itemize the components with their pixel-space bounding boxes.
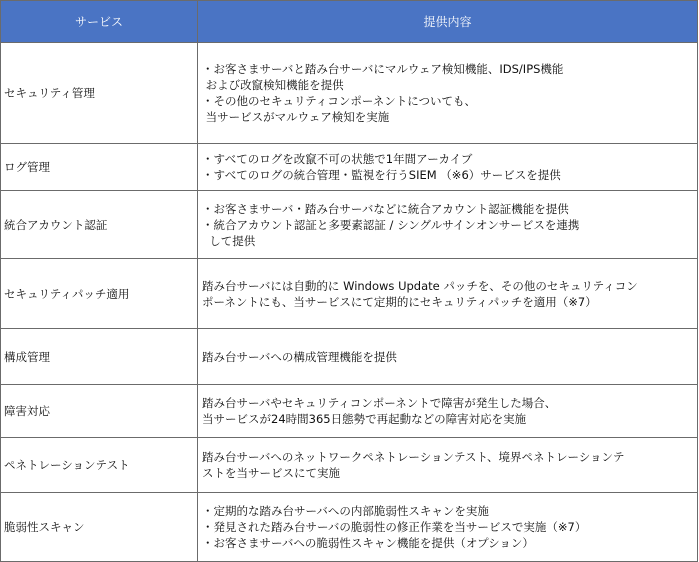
- header-content: 提供内容: [198, 1, 698, 43]
- description-line: ストを当サービスにて実施: [202, 466, 340, 480]
- table-row: [1, 385, 698, 438]
- service-description: [198, 438, 698, 493]
- table-row: [1, 493, 698, 562]
- description-line: ・発見された踏み台サーバの脆弱性の修正作業を当サービスで実施（※7）: [202, 520, 587, 534]
- description-line: ・すべてのログを改竄不可の状態で1年間アーカイブ: [202, 152, 473, 166]
- description-line: ・定期的な踏み台サーバへの内部脆弱性スキャンを実施: [202, 504, 489, 518]
- description-line: 踏み台サーバやセキュリティコンポーネントで障害が発生した場合、: [202, 396, 557, 410]
- service-name: ログ管理: [1, 144, 198, 191]
- description-line: して提供: [202, 233, 256, 248]
- service-description: [198, 385, 698, 438]
- description-line: 踏み台サーバには自動的に Windows Update パッチを、その他のセキュリティコン: [202, 278, 638, 293]
- service-name: セキュリティ管理: [1, 43, 198, 144]
- description-line: ・統合アカウント認証と多要素認証 / シングルサインオンサービスを連携: [202, 217, 580, 232]
- service-description: [198, 191, 698, 259]
- table-row: [1, 438, 698, 493]
- service-name: 構成管理: [1, 329, 198, 385]
- service-description: [198, 144, 698, 191]
- description-line: ポーネントにも、当サービスにて定期的にセキュリティパッチを適用（※7）: [202, 294, 597, 309]
- service-description: [198, 329, 698, 385]
- service-description: [198, 43, 698, 144]
- service-name: 脆弱性スキャン: [1, 493, 198, 562]
- description-line: 当サービスが24時間365日態勢で再起動などの障害対応を実施: [202, 412, 527, 426]
- table-row: [1, 144, 698, 191]
- table-row: [1, 191, 698, 259]
- service-name: 統合アカウント認証: [1, 191, 198, 259]
- table-row: [1, 329, 698, 385]
- description-line: 踏み台サーバへのネットワークペネトレーションテスト、境界ペネトレーションテ: [202, 450, 625, 464]
- service-name: ペネトレーションテスト: [1, 438, 198, 493]
- header-service: サービス: [1, 1, 198, 43]
- table-row: [1, 43, 698, 144]
- description-line: ・お客さまサーバへの脆弱性スキャン機能を提供（オプション）: [202, 536, 534, 550]
- description-line: ・お客さまサーバ・踏み台サーバなどに統合アカウント認証機能を提供: [202, 201, 569, 216]
- description-line: ・お客さまサーバと踏み台サーバにマルウェア検知機能、IDS/IPS機能: [202, 62, 564, 76]
- description-line: ・すべてのログの統合管理・監視を行うSIEM （※6）サービスを提供: [202, 168, 561, 182]
- description-line: 当サービスがマルウェア検知を実施: [202, 110, 390, 124]
- table-row: [1, 259, 698, 329]
- description-line: 踏み台サーバへの構成管理機能を提供: [202, 349, 397, 364]
- service-description: [198, 493, 698, 562]
- description-line: ・その他のセキュリティコンポーネントについても、: [202, 94, 477, 108]
- service-name: セキュリティパッチ適用: [1, 259, 198, 329]
- description-line: および改竄検知機能を提供: [202, 78, 344, 92]
- service-description: [198, 259, 698, 329]
- header-row: [1, 1, 698, 43]
- service-name: 障害対応: [1, 385, 198, 438]
